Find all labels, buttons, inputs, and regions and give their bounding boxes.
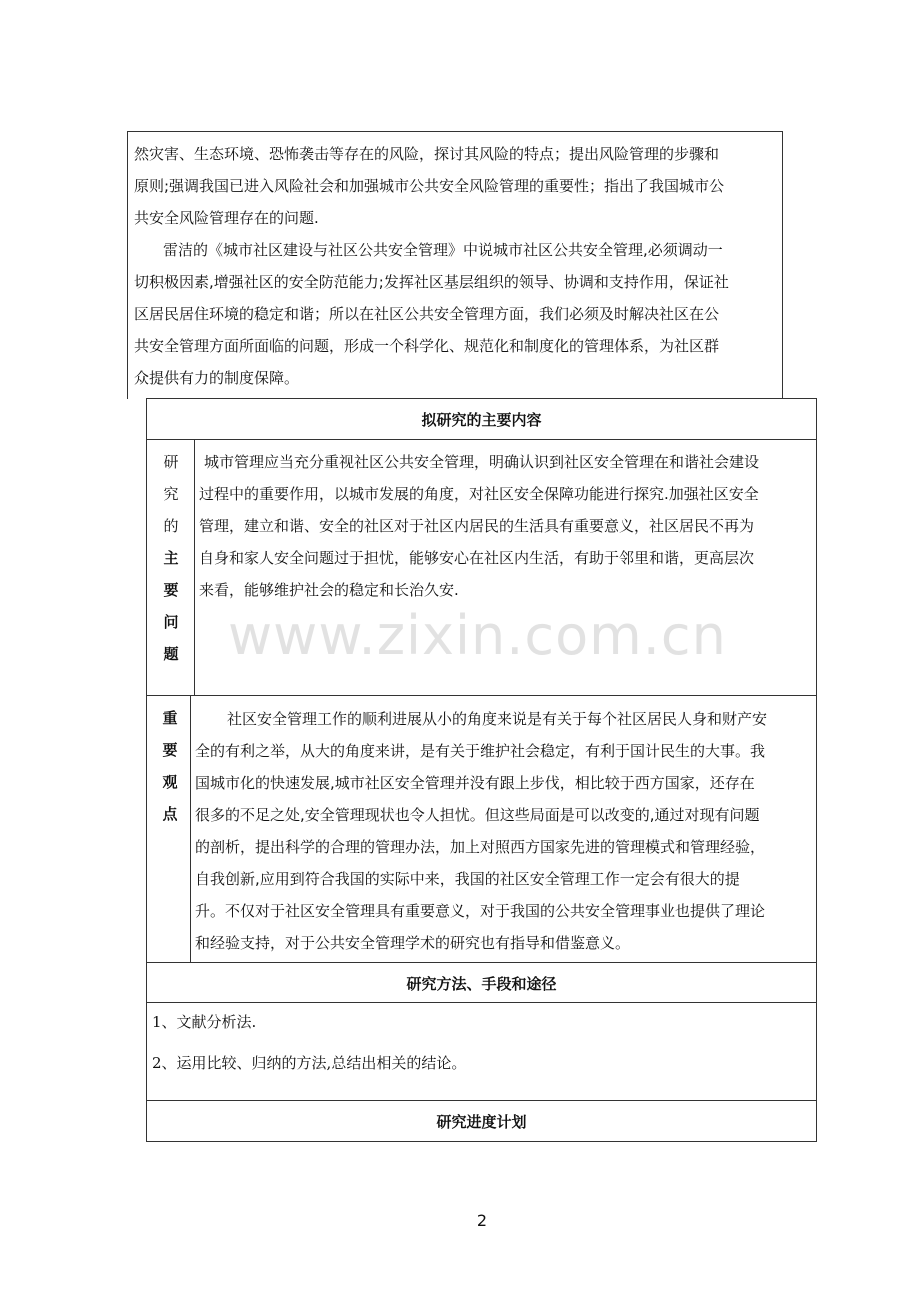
label-char: 要 — [162, 741, 178, 759]
intro-line: 区居民居住环境的稳定和谐；所以在社区公共安全管理方面，我们必须及时解决社区在公 — [134, 305, 720, 323]
label-char: 主 — [163, 549, 179, 567]
method-item: 2、运用比较、归纳的方法,总结出相关的结论。 — [152, 1054, 467, 1072]
label-char: 研 — [163, 453, 179, 471]
row-divider — [146, 1100, 817, 1101]
label-char: 究 — [163, 485, 179, 503]
page-number: 2 — [476, 1211, 488, 1230]
intro-line: 切积极因素,增强社区的安全防范能力;发挥社区基层组织的领导、协调和支持作用，保证社 — [134, 273, 729, 291]
section-title-schedule: 研究进度计划 — [436, 1113, 527, 1131]
intro-line: 原则;强调我国已进入风险社会和加强城市公共安全风险管理的重要性；指出了我国城市公 — [134, 177, 725, 195]
main-problems-line: 过程中的重要作用，以城市发展的角度，对社区安全保障功能进行探究.加强社区安全 — [199, 485, 759, 503]
key-points-line: 的剖析，提出科学的合理的管理办法，加上对照西方国家先进的管理模式和管理经验， — [195, 838, 766, 856]
label-char: 的 — [163, 517, 179, 535]
main-problems-line: 管理，建立和谐、安全的社区对于社区内居民的生活具有重要意义，社区居民不再为 — [199, 517, 755, 535]
intro-line: 共安全风险管理存在的问题. — [134, 209, 319, 227]
main-problems-label — [150, 446, 192, 670]
row-divider — [146, 695, 817, 696]
label-char: 题 — [163, 645, 179, 663]
label-char: 点 — [162, 805, 178, 823]
key-points-line: 社区安全管理工作的顺利进展从小的角度来说是有关于每个社区居民人身和财产安 — [227, 710, 768, 728]
section-title-main-content: 拟研究的主要内容 — [421, 411, 542, 429]
column-divider — [190, 695, 191, 962]
key-points-line: 很多的不足之处,安全管理现状也令人担忧。但这些局面是可以改变的,通过对现有问题 — [195, 806, 760, 824]
intro-line: 然灾害、生态环境、恐怖袭击等存在的风险，探讨其风险的特点；提出风险管理的步骤和 — [134, 145, 720, 163]
main-problems-line: 城市管理应当充分重视社区公共安全管理，明确认识到社区安全管理在和谐社会建设 — [204, 453, 760, 471]
key-points-line: 自我创新,应用到符合我国的实际中来，我国的社区安全管理工作一定会有很大的提 — [195, 870, 740, 888]
key-points-line: 国城市化的快速发展,城市社区安全管理并没有跟上步伐，相比较于西方国家，还存在 — [195, 774, 755, 792]
intro-line: 雷洁的《城市社区建设与社区公共安全管理》中说城市社区公共安全管理,必须调动一 — [163, 241, 723, 259]
label-char: 问 — [163, 613, 179, 631]
column-divider — [194, 439, 195, 695]
key-points-label — [152, 702, 188, 830]
label-char: 观 — [162, 773, 178, 791]
key-points-line: 升。不仅对于社区安全管理具有重要意义，对于我国的公共安全管理事业也提供了理论 — [195, 902, 766, 920]
method-item: 1、文献分析法. — [152, 1013, 257, 1031]
row-divider — [146, 962, 817, 963]
main-problems-line: 自身和家人安全问题过于担忧，能够安心在社区内生活，有助于邻里和谐，更高层次 — [199, 549, 755, 567]
row-divider — [146, 439, 817, 440]
intro-line: 共安全管理方面所面临的问题，形成一个科学化、规范化和制度化的管理体系，为社区群 — [134, 337, 720, 355]
label-char: 要 — [163, 581, 179, 599]
key-points-line: 全的有利之举，从大的角度来讲，是有关于维护社会稳定，有利于国计民生的大事。我 — [195, 742, 766, 760]
label-char: 重 — [162, 709, 178, 727]
watermark: www.zixin.com.cn — [228, 604, 727, 667]
row-divider — [146, 1002, 817, 1003]
key-points-line: 和经验支持，对于公共安全管理学术的研究也有指导和借鉴意义。 — [195, 934, 631, 952]
section-title-methods: 研究方法、手段和途径 — [406, 975, 557, 993]
intro-line: 众提供有力的制度保障。 — [134, 369, 300, 387]
main-problems-line: 来看，能够维护社会的稳定和长治久安. — [199, 581, 459, 599]
